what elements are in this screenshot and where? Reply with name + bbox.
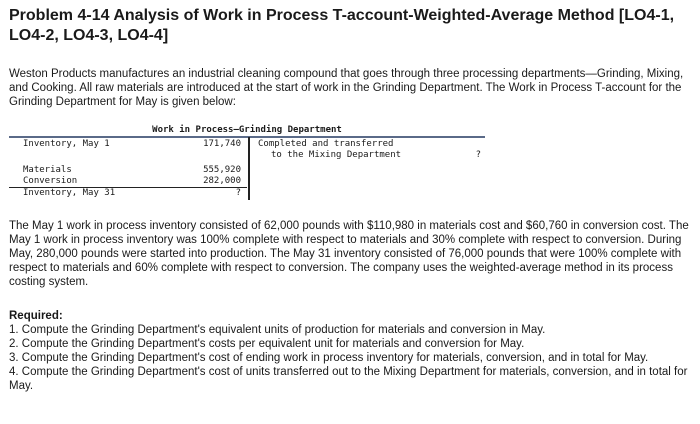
debit-amount-materials: 555,920 bbox=[203, 165, 241, 175]
debit-amount-inventory-may31: ? bbox=[235, 188, 241, 198]
debit-label-inventory-may31: Inventory, May 31 bbox=[23, 188, 116, 198]
credit-label-line2: to the Mixing Department bbox=[271, 150, 402, 160]
credit-label-line1: Completed and transferred bbox=[258, 139, 394, 149]
credit-amount-transferred: ? bbox=[475, 150, 481, 160]
problem-title: Problem 4-14 Analysis of Work in Process T-account-Weighted-Average Method [LO4-1, LO4-2, LO4-3, LO4-4] bbox=[9, 7, 675, 44]
debit-label-inventory-may1: Inventory, May 1 bbox=[23, 139, 110, 149]
t-account-center-rule bbox=[248, 137, 250, 200]
t-account-heading: Work in Process—Grinding Department bbox=[152, 125, 342, 135]
required-item-2: 2. Compute the Grinding Department's costs per equivalent unit for materials and conversion for May. bbox=[9, 338, 525, 350]
debit-amount-conversion: 282,000 bbox=[203, 176, 241, 186]
work-in-process-t-account bbox=[9, 124, 487, 204]
body-paragraph: The May 1 work in process inventory consisted of 62,000 pounds with $110,980 in materials cost and $60,760 in conversion cost. The May 1 work in process inventory was 100% complete with respect to materials and 30% complete with respect to conversion. During May, 280,000 pounds were started into production. The May 31 inventory consisted of 76,000 pounds that were 100% complete with respect to materials and 60% complete with respect to conversion. The company uses the weighted-average method in its process costing system. bbox=[9, 220, 689, 288]
debit-label-materials: Materials bbox=[23, 165, 72, 175]
required-item-4: 4. Compute the Grinding Department's cost of units transferred out to the Mixing Department for materials, conversion, and in total for May. bbox=[9, 366, 688, 392]
required-item-1: 1. Compute the Grinding Department's equivalent units of production for materials and conversion in May. bbox=[9, 324, 546, 336]
required-heading: Required: bbox=[9, 310, 63, 322]
debit-label-conversion: Conversion bbox=[23, 176, 78, 186]
intro-paragraph: Weston Products manufactures an industrial cleaning compound that goes through three processing departments—Grinding, Mixing, and Cooking. All raw materials are introduced at the start of work in the Grinding Department. The Work in Process T-account for the Grinding Department for May is given below: bbox=[9, 68, 684, 108]
debit-amount-inventory-may1: 171,740 bbox=[203, 139, 241, 149]
required-item-3: 3. Compute the Grinding Department's cost of ending work in process inventory for materials, conversion, and in total for May. bbox=[9, 352, 649, 364]
required-section bbox=[9, 309, 689, 393]
t-account-top-rule bbox=[9, 136, 485, 138]
